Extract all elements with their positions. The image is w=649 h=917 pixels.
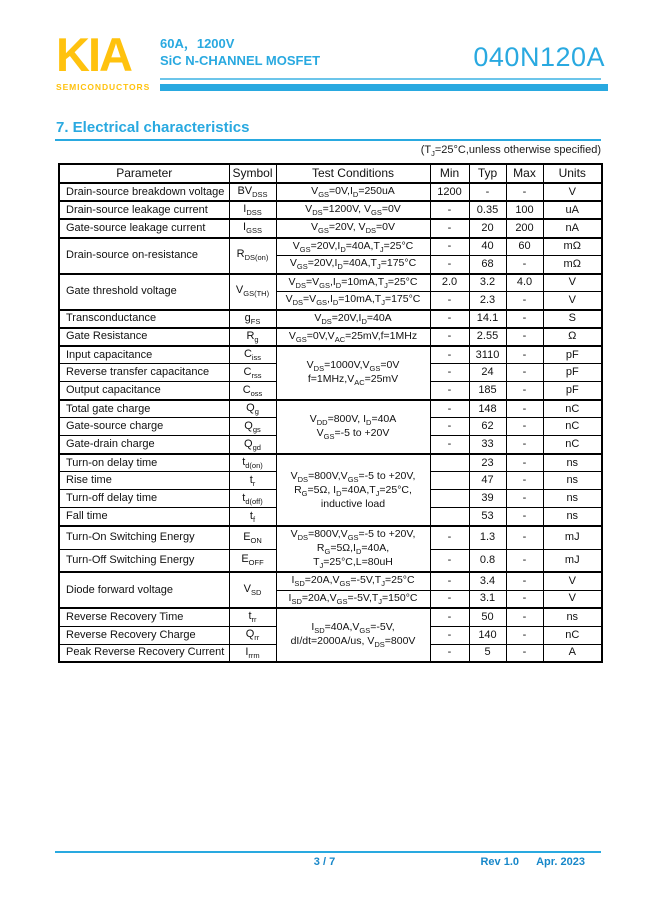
value-cell: - bbox=[506, 508, 543, 526]
value-cell: V bbox=[543, 292, 602, 310]
value-cell: nC bbox=[543, 418, 602, 436]
test-condition-cell: $V_{GS}=20V,I_D=40A,T_J=175^\circ C$ bbox=[276, 256, 430, 274]
value-cell: nC bbox=[543, 626, 602, 644]
value-cell: - bbox=[430, 590, 469, 608]
value-cell: $t_{rr}$ bbox=[229, 608, 276, 626]
parameter-cell: Reverse Recovery Time bbox=[59, 608, 229, 626]
value-cell: - bbox=[430, 364, 469, 382]
value-cell: 2.0 bbox=[430, 274, 469, 292]
value-cell: 3.2 bbox=[469, 274, 506, 292]
value-cell: - bbox=[430, 418, 469, 436]
value-cell: - bbox=[506, 436, 543, 454]
table-row bbox=[59, 608, 602, 626]
value-cell: - bbox=[506, 310, 543, 328]
value-cell: $E_{ON}$ bbox=[229, 526, 276, 549]
value-cell: ns bbox=[543, 454, 602, 472]
parameter-cell: Output capacitance bbox=[59, 382, 229, 400]
product-rating: 60A，1200V bbox=[160, 36, 235, 51]
table-row bbox=[59, 238, 602, 256]
column-header-parameter: Parameter bbox=[59, 164, 229, 183]
value-cell: $Q_g$ bbox=[229, 400, 276, 418]
value-cell: mΩ bbox=[543, 256, 602, 274]
test-condition-cell: $I_{SD}=40A,V_{GS}=-5V$, dI/dt=2000A/us, $V_{DS}=800V$ bbox=[276, 608, 430, 662]
value-cell: - bbox=[506, 183, 543, 201]
header-rule-thin bbox=[160, 78, 601, 80]
parameter-cell: Gate-drain charge bbox=[59, 436, 229, 454]
value-cell: - bbox=[430, 644, 469, 662]
parameter-cell: Transconductance bbox=[59, 310, 229, 328]
value-cell: V bbox=[543, 183, 602, 201]
value-cell: - bbox=[430, 328, 469, 346]
test-condition-cell: $V_{DS}=V_{GS},I_D=10mA,T_J=175^\circ C$ bbox=[276, 292, 430, 310]
value-cell: 3.1 bbox=[469, 590, 506, 608]
value-cell: 24 bbox=[469, 364, 506, 382]
value-cell: - bbox=[430, 382, 469, 400]
part-number: 040N120A bbox=[473, 42, 605, 72]
parameter-cell: Gate-source charge bbox=[59, 418, 229, 436]
value-cell: $I_{GSS}$ bbox=[229, 219, 276, 237]
value-cell: $I_{rrm}$ bbox=[229, 644, 276, 662]
test-condition-cell: $V_{DS}=1000V,V_{GS}=0V$ $f=1MHz,V_{AC}=25mV$ bbox=[276, 346, 430, 400]
value-cell: 3.4 bbox=[469, 572, 506, 590]
brand-logo-text: KIA bbox=[56, 28, 131, 81]
value-cell: 33 bbox=[469, 436, 506, 454]
test-condition-cell: $I_{SD}=20A,V_{GS}=-5V,T_J=25^\circ C$ bbox=[276, 572, 430, 590]
value-cell: $t_{d(on)}$ bbox=[229, 454, 276, 472]
value-cell: ns bbox=[543, 490, 602, 508]
value-cell: pF bbox=[543, 382, 602, 400]
value-cell: 60 bbox=[506, 238, 543, 256]
value-cell: nC bbox=[543, 400, 602, 418]
table-row bbox=[59, 526, 602, 549]
parameter-cell: Drain-source breakdown voltage bbox=[59, 183, 229, 201]
value-cell: nC bbox=[543, 436, 602, 454]
value-cell: - bbox=[430, 400, 469, 418]
value-cell: 39 bbox=[469, 490, 506, 508]
value-cell: - bbox=[430, 256, 469, 274]
value-cell: - bbox=[506, 382, 543, 400]
value-cell: - bbox=[506, 454, 543, 472]
test-condition-cell: $V_{GS}=20V,I_D=40A,T_J=25^\circ C$ bbox=[276, 238, 430, 256]
parameter-cell: Fall time bbox=[59, 508, 229, 526]
table-row bbox=[59, 454, 602, 472]
spec-table-body bbox=[59, 183, 602, 662]
parameter-cell: Diode forward voltage bbox=[59, 572, 229, 608]
value-cell: 185 bbox=[469, 382, 506, 400]
parameter-cell: Total gate charge bbox=[59, 400, 229, 418]
column-header-typ: Typ bbox=[469, 164, 506, 183]
value-cell bbox=[430, 472, 469, 490]
test-condition-cell: $V_{DD}=800V$, $I_D=40A$ $V_{GS}=-5$ to +20V bbox=[276, 400, 430, 454]
value-cell: $Q_{gd}$ bbox=[229, 436, 276, 454]
value-cell: mJ bbox=[543, 526, 602, 549]
value-cell: 50 bbox=[469, 608, 506, 626]
value-cell: 5 bbox=[469, 644, 506, 662]
value-cell: V bbox=[543, 590, 602, 608]
value-cell: - bbox=[506, 526, 543, 549]
value-cell: $R_{DS(on)}$ bbox=[229, 238, 276, 274]
value-cell: 53 bbox=[469, 508, 506, 526]
section-title: 7. Electrical characteristics bbox=[56, 119, 250, 136]
value-cell: 62 bbox=[469, 418, 506, 436]
value-cell: uA bbox=[543, 201, 602, 219]
parameter-cell: Reverse transfer capacitance bbox=[59, 364, 229, 382]
table-row bbox=[59, 400, 602, 418]
value-cell: - bbox=[430, 626, 469, 644]
page-number: 3 / 7 bbox=[313, 856, 336, 868]
column-header-symbol: Symbol bbox=[229, 164, 276, 183]
parameter-cell: Gate-source leakage current bbox=[59, 219, 229, 237]
value-cell: ns bbox=[543, 472, 602, 490]
value-cell: - bbox=[430, 436, 469, 454]
value-cell: pF bbox=[543, 346, 602, 364]
value-cell: ns bbox=[543, 608, 602, 626]
value-cell: $I_{DSS}$ bbox=[229, 201, 276, 219]
column-header-max: Max bbox=[506, 164, 543, 183]
table-row bbox=[59, 201, 602, 219]
value-cell: 68 bbox=[469, 256, 506, 274]
test-condition-cell: $V_{DS}=1200V$, $V_{GS}=0V$ bbox=[276, 201, 430, 219]
value-cell: $V_{SD}$ bbox=[229, 572, 276, 608]
value-cell: V bbox=[543, 572, 602, 590]
value-cell: - bbox=[430, 608, 469, 626]
value-cell: - bbox=[506, 292, 543, 310]
value-cell: S bbox=[543, 310, 602, 328]
value-cell: $g_{FS}$ bbox=[229, 310, 276, 328]
parameter-cell: Reverse Recovery Charge bbox=[59, 626, 229, 644]
header-rule-thick bbox=[160, 84, 608, 91]
value-cell: mJ bbox=[543, 549, 602, 572]
product-type: SiC N-CHANNEL MOSFET bbox=[160, 53, 321, 68]
test-condition-cell: $V_{GS}=20V$, $V_{DS}=0V$ bbox=[276, 219, 430, 237]
value-cell: - bbox=[430, 201, 469, 219]
column-header-units: Units bbox=[543, 164, 602, 183]
spec-table-header-row bbox=[59, 164, 602, 183]
parameter-cell: Drain-source on-resistance bbox=[59, 238, 229, 274]
value-cell: V bbox=[543, 274, 602, 292]
test-condition-cell: $V_{DS}=20V,I_D=40A$ bbox=[276, 310, 430, 328]
value-cell: 0.8 bbox=[469, 549, 506, 572]
test-condition-cell: $V_{DS}=800V,V_{GS}=-5$ to +20V, $R_G=5\Omega,I_D=40A$, $T_J=25^\circ C,L=80uH$ bbox=[276, 526, 430, 572]
parameter-cell: Input capacitance bbox=[59, 346, 229, 364]
test-condition-cell: $V_{DS}=V_{GS},I_D=10mA,T_J=25^\circ C$ bbox=[276, 274, 430, 292]
test-condition-cell: $V_{GS}=0V,V_{AC}=25mV,f=1MHz$ bbox=[276, 328, 430, 346]
value-cell: $Q_{rr}$ bbox=[229, 626, 276, 644]
brand-logo bbox=[56, 28, 151, 92]
value-cell: - bbox=[430, 292, 469, 310]
value-cell: - bbox=[430, 219, 469, 237]
test-condition-cell: $V_{DS}=800V,V_{GS}=-5$ to +20V, $R_G=5\Omega$, $I_D=40A,T_J=25^\circ C$, inductive load bbox=[276, 454, 430, 526]
value-cell: 200 bbox=[506, 219, 543, 237]
value-cell: 2.3 bbox=[469, 292, 506, 310]
spec-note: ($T_J=25^\circ C,unless$ otherwise specified) bbox=[420, 144, 601, 159]
value-cell: - bbox=[506, 608, 543, 626]
value-cell: 4.0 bbox=[506, 274, 543, 292]
spec-table bbox=[58, 163, 603, 663]
value-cell: $Q_{gs}$ bbox=[229, 418, 276, 436]
value-cell: - bbox=[506, 400, 543, 418]
value-cell: 47 bbox=[469, 472, 506, 490]
table-row bbox=[59, 219, 602, 237]
value-cell: - bbox=[506, 490, 543, 508]
parameter-cell: Drain-source leakage current bbox=[59, 201, 229, 219]
value-cell: - bbox=[430, 238, 469, 256]
test-condition-cell: $I_{SD}=20A,V_{GS}=-5V,T_J=150^\circ C$ bbox=[276, 590, 430, 608]
parameter-cell: Peak Reverse Recovery Current bbox=[59, 644, 229, 662]
value-cell: - bbox=[430, 572, 469, 590]
value-cell: $E_{OFF}$ bbox=[229, 549, 276, 572]
value-cell: 148 bbox=[469, 400, 506, 418]
table-row bbox=[59, 346, 602, 364]
value-cell: - bbox=[430, 310, 469, 328]
value-cell: 3110 bbox=[469, 346, 506, 364]
parameter-cell: Rise time bbox=[59, 472, 229, 490]
test-condition-cell: $V_{GS}=0V,I_D=250uA$ bbox=[276, 183, 430, 201]
table-row bbox=[59, 328, 602, 346]
value-cell: - bbox=[506, 328, 543, 346]
value-cell: 140 bbox=[469, 626, 506, 644]
product-subtitle bbox=[160, 35, 320, 69]
value-cell: $BV_{DSS}$ bbox=[229, 183, 276, 201]
table-row bbox=[59, 274, 602, 292]
value-cell: Ω bbox=[543, 328, 602, 346]
parameter-cell: Turn-on delay time bbox=[59, 454, 229, 472]
parameter-cell: Gate threshold voltage bbox=[59, 274, 229, 310]
value-cell: $C_{oss}$ bbox=[229, 382, 276, 400]
value-cell: pF bbox=[543, 364, 602, 382]
revision-label: Rev 1.0 bbox=[480, 856, 520, 868]
footer-rule bbox=[55, 851, 601, 853]
value-cell: - bbox=[469, 183, 506, 201]
table-row bbox=[59, 183, 602, 201]
value-cell: 20 bbox=[469, 219, 506, 237]
value-cell: - bbox=[506, 549, 543, 572]
revision-info bbox=[480, 856, 585, 868]
value-cell: mΩ bbox=[543, 238, 602, 256]
column-header-min: Min bbox=[430, 164, 469, 183]
value-cell: $R_g$ bbox=[229, 328, 276, 346]
value-cell: A bbox=[543, 644, 602, 662]
value-cell: nA bbox=[543, 219, 602, 237]
table-row bbox=[59, 310, 602, 328]
value-cell: $V_{GS(TH)}$ bbox=[229, 274, 276, 310]
parameter-cell: Turn-On Switching Energy bbox=[59, 526, 229, 549]
value-cell: - bbox=[506, 590, 543, 608]
value-cell: - bbox=[506, 644, 543, 662]
parameter-cell: Turn-off delay time bbox=[59, 490, 229, 508]
value-cell: 100 bbox=[506, 201, 543, 219]
value-cell: - bbox=[430, 346, 469, 364]
value-cell: - bbox=[430, 549, 469, 572]
value-cell: - bbox=[506, 626, 543, 644]
value-cell: 1.3 bbox=[469, 526, 506, 549]
value-cell: - bbox=[506, 572, 543, 590]
value-cell: $C_{iss}$ bbox=[229, 346, 276, 364]
revision-date: Apr. 2023 bbox=[536, 856, 585, 868]
value-cell: $C_{rss}$ bbox=[229, 364, 276, 382]
value-cell: 23 bbox=[469, 454, 506, 472]
value-cell bbox=[430, 490, 469, 508]
value-cell: $t_{d(off)}$ bbox=[229, 490, 276, 508]
value-cell bbox=[430, 508, 469, 526]
value-cell: - bbox=[430, 526, 469, 549]
value-cell: - bbox=[506, 418, 543, 436]
value-cell: - bbox=[506, 364, 543, 382]
value-cell: 14.1 bbox=[469, 310, 506, 328]
value-cell: $t_f$ bbox=[229, 508, 276, 526]
value-cell: - bbox=[506, 346, 543, 364]
value-cell: 0.35 bbox=[469, 201, 506, 219]
column-header-test-conditions: Test Conditions bbox=[276, 164, 430, 183]
value-cell: 1200 bbox=[430, 183, 469, 201]
parameter-cell: Turn-Off Switching Energy bbox=[59, 549, 229, 572]
value-cell: - bbox=[506, 472, 543, 490]
value-cell: 2.55 bbox=[469, 328, 506, 346]
table-row bbox=[59, 572, 602, 590]
section-rule bbox=[55, 139, 601, 141]
parameter-cell: Gate Resistance bbox=[59, 328, 229, 346]
value-cell: $t_r$ bbox=[229, 472, 276, 490]
value-cell bbox=[430, 454, 469, 472]
value-cell: ns bbox=[543, 508, 602, 526]
value-cell: 40 bbox=[469, 238, 506, 256]
brand-logo-subtext: SEMICONDUCTORS bbox=[56, 82, 151, 92]
value-cell: - bbox=[506, 256, 543, 274]
